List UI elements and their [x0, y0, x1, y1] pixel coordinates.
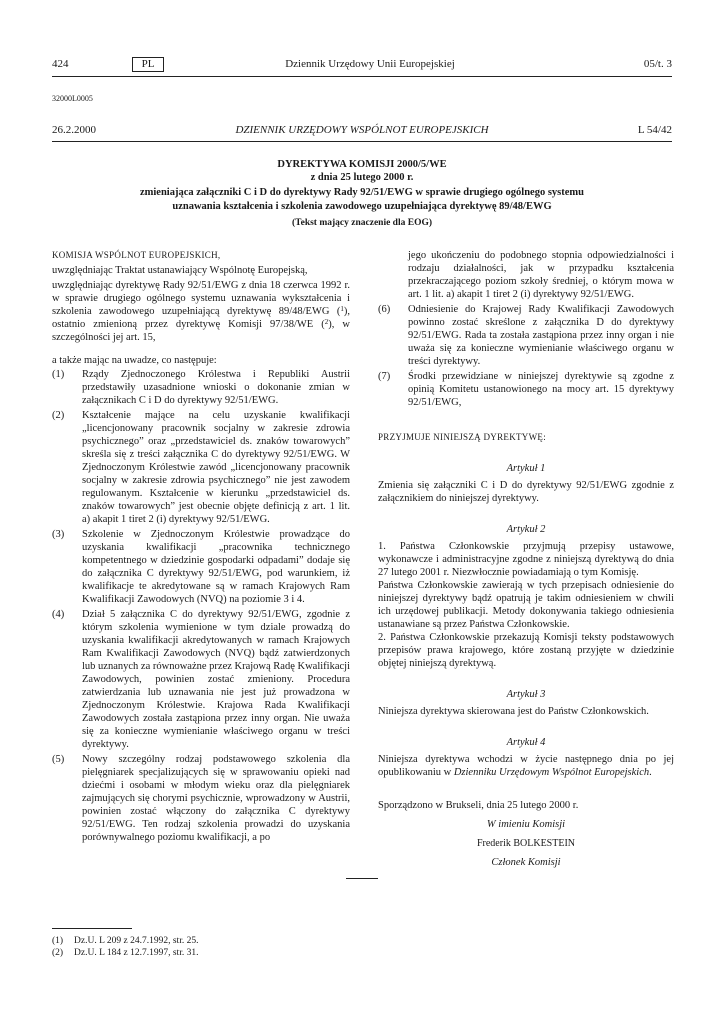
footnote-1: (1) Dz.U. L 209 z 24.7.1992, str. 25.	[52, 936, 199, 946]
adoption-statement: PRZYJMUJE NINIEJSZĄ DYREKTYWĘ:	[378, 432, 546, 442]
recital: (3) Szkolenie w Zjednoczonym Królestwie prowadzące do uzyskania kwalifikacji „pracownika technicznego kompetentnego w dziedzinie gospodarki odpadami” dodaje się do załącznika C dyrektywy 92/51/EWG, pod warunkiem, iż kwalifikacje te akredytowane są w ramach Krajowych Ram Kwalifikacji Zawodowych (NVQ) na poziomie 3 i 4.	[52, 529, 350, 605]
footnote-ref: 2	[324, 318, 329, 326]
recital: (2) Kształcenie mające na celu uzyskanie kwalifikacji „licencjonowany pracownik socjalny w zakresie zdrowia psychicznego” oraz „przedstawiciel ds. znaków towarowych” skreśla się z treści załącznika C do dyrektywy 92/51/EWG. W Zjednoczonym Królestwie zawód „licencjonowany pracownik socjalny w zakresie zdrowia psychicznego” nie jest zawodem regulowanym. Kształcenie w kierunku „przedstawiciel ds. znaków towarowych” jest obecnie objęte definicją z art. 1 lit. a) akapit 1 tiret 2 (i) dyrektywy 92/51/EWG.	[52, 410, 350, 525]
recital-continuation: jego ukończeniu do podobnego stopnia odpowiedzialności i rodzaju działalności, jak w przypadku kształcenia przekraczającego poziom szkoły średniej, o którym mowa w art. 1 lit. a) akapit 1 tiret 2 (i) dyrektywy 92/51/EWG.	[408, 250, 674, 300]
article-1-text: Zmienia się załączniki C i D do dyrektywy 92/51/EWG zgodnie z załącznikiem do niniejszej dyrektywy.	[378, 480, 674, 504]
recital: (4) Dział 5 załącznika C do dyrektywy 92/51/EWG, zgodnie z którym szkolenia wymienione w tym dziale prowadzą do uzyskania kwalifikacji akredytowanych w ramach Krajowych Ram Kwalifikacji Zawodowych (NVQ) bądź zatwierdzonych lub uznanych za równoważne przez Krajową Radę Kwalifikacji Zawodowych, powinien zostać zmieniony. Procedura zatwierdzania lub uznawania nie jest już prowadzona w Zjednoczonym Królestwie. Krajowa Rada Kwalifikacji Zawodowych została zastąpiona przez inny organ. Nie uważa się za konieczne wymienianie właściwego organu w treści dyrektywy.	[52, 609, 350, 750]
on-behalf-of: W imieniu Komisji	[486, 819, 566, 830]
subheader-rule	[52, 141, 672, 142]
publication-date: 26.2.2000	[52, 124, 96, 136]
signatory-role: Członek Komisji	[491, 857, 561, 868]
language-code-box: PL	[132, 57, 164, 72]
directive-subject-line1: zmieniająca załączniki C i D do dyrektywy Rady 92/51/EWG w sprawie drugiego ogólnego systemu	[139, 187, 584, 198]
article-2-paragraph-2: Państwa Członkowskie zawierają w tych przepisach odniesienie do niniejszej dyrektywy bądź opatrują je takim odniesieniem w chwili ich urzędowej publikacji. Metody dokonywania takiego odniesienia ustanawiane są przez Państwa Członkowskie.	[378, 580, 674, 630]
article-2-paragraph-3: 2. Państwa Członkowskie przekazują Komisji teksty podstawowych przepisów prawa krajowego, które zostaną przyjęte w dziedzinie objętej niniejszą dyrektywą.	[378, 632, 674, 669]
recital: (6) Odniesienie do Krajowej Rady Kwalifikacji Zawodowych powinno zostać skreślone z załącznika D do dyrektywy 92/51/EWG. Rada ta została zastąpiona przez inny organ i nie uważa się za konieczne wymienianie właściwego organu w treści dyrektywy.	[378, 304, 674, 367]
article-4-heading: Artykuł 4	[506, 737, 546, 748]
article-4-text: Niniejsza dyrektywa wchodzi w życie następnego dnia po jej opublikowaniu w Dzienniku Urzędowym Wspólnot Europejskich.	[378, 754, 674, 778]
article-2-paragraph-1: 1. Państwa Członkowskie przyjmują przepisy ustawowe, wykonawcze i administracyjne zgodne z niniejszą dyrektywą do dnia 27 lutego 2001 r. Niezwłocznie powiadamiają o tym Komisję.	[378, 541, 674, 578]
footnote-rule	[52, 928, 132, 929]
recital: (5) Nowy szczególny rodzaj podstawowego szkolenia dla pielęgniarek specjalizujących się w sprawowaniu opieki nad dziećmi i osobami w młodym wieku oraz dla pielęgniarek zajmujących się chorymi psychicznie, wprowadzony w Austrii, powinien zostać włączony do załącznika C dyrektywy 92/51/EWG. Ten rodzaj szkolenia prowadzi do uzyskania porównywalnego poziomu kwalifikacji, a po	[52, 754, 350, 843]
page-number: 424	[52, 58, 69, 70]
celex-number: 32000L0005	[52, 94, 93, 103]
source-journal: DZIENNIK URZĘDOWY WSPÓLNOT EUROPEJSKICH	[235, 124, 489, 136]
recital: (7) Środki przewidziane w niniejszej dyrektywie są zgodne z opinią Komitetu ustanowionego na mocy art. 15 dyrektywy 92/51/EWG,	[378, 371, 674, 408]
left-column	[52, 249, 350, 844]
article-2-heading: Artykuł 2	[506, 524, 546, 535]
footnote-2: (2) Dz.U. L 184 z 12.7.1997, str. 31.	[52, 948, 199, 958]
commission-heading: KOMISJA WSPÓLNOT EUROPEJSKICH,	[52, 250, 221, 260]
right-column	[378, 249, 674, 869]
signing-place-date: Sporządzono w Brukseli, dnia 25 lutego 2000 r.	[378, 800, 579, 811]
article-3-heading: Artykuł 3	[506, 689, 546, 700]
header-rule	[52, 76, 672, 77]
treaty-citation: uwzględniając Traktat ustanawiający Wspólnotę Europejską,	[52, 265, 308, 276]
signatory-name: Frederik BOLKESTEIN	[476, 838, 576, 849]
directive-title: DYREKTYWA KOMISJI 2000/5/WE	[277, 159, 447, 170]
source-reference: L 54/42	[637, 124, 672, 136]
recital: (1) Rządy Zjednoczonego Królestwa i Republiki Austrii przedstawiły uzasadnione wnioski o dokonanie zmian w załącznikach C i D do dyrektywy 92/51/EWG.	[52, 369, 350, 406]
whereas-intro: a także mając na uwadze, co następuje:	[52, 355, 217, 366]
journal-title: Dziennik Urzędowy Unii Europejskiej	[285, 58, 455, 70]
directive-subject-line2: uznawania kształcenia i szkolenia zawodowego uzupełniająca dyrektywę 89/48/EWG	[172, 201, 552, 212]
volume-number: 05/t. 3	[643, 58, 672, 70]
footnote-ref: 1	[340, 305, 344, 313]
article-3-text: Niniejsza dyrektywa skierowana jest do Państw Członkowskich.	[378, 706, 649, 717]
directive-date: z dnia 25 lutego 2000 r.	[310, 172, 414, 183]
eea-relevance: (Tekst mający znaczenie dla EOG)	[291, 218, 433, 228]
end-rule	[346, 878, 378, 879]
directive-citation: uwzględniając dyrektywę Rady 92/51/EWG z dnia 18 czerwca 1992 r. w sprawie drugiego ogólnego systemu uznawania wykształcenia i szkolenia zawodowego uzupełniającą dyrektywę 89/48/EWG ($^1$), ostatnio zmienioną przez dyrektywę Komisji 97/38/WE ($^2$), w szczególności jej art. 15,	[52, 280, 350, 343]
article-1-heading: Artykuł 1	[506, 463, 546, 474]
